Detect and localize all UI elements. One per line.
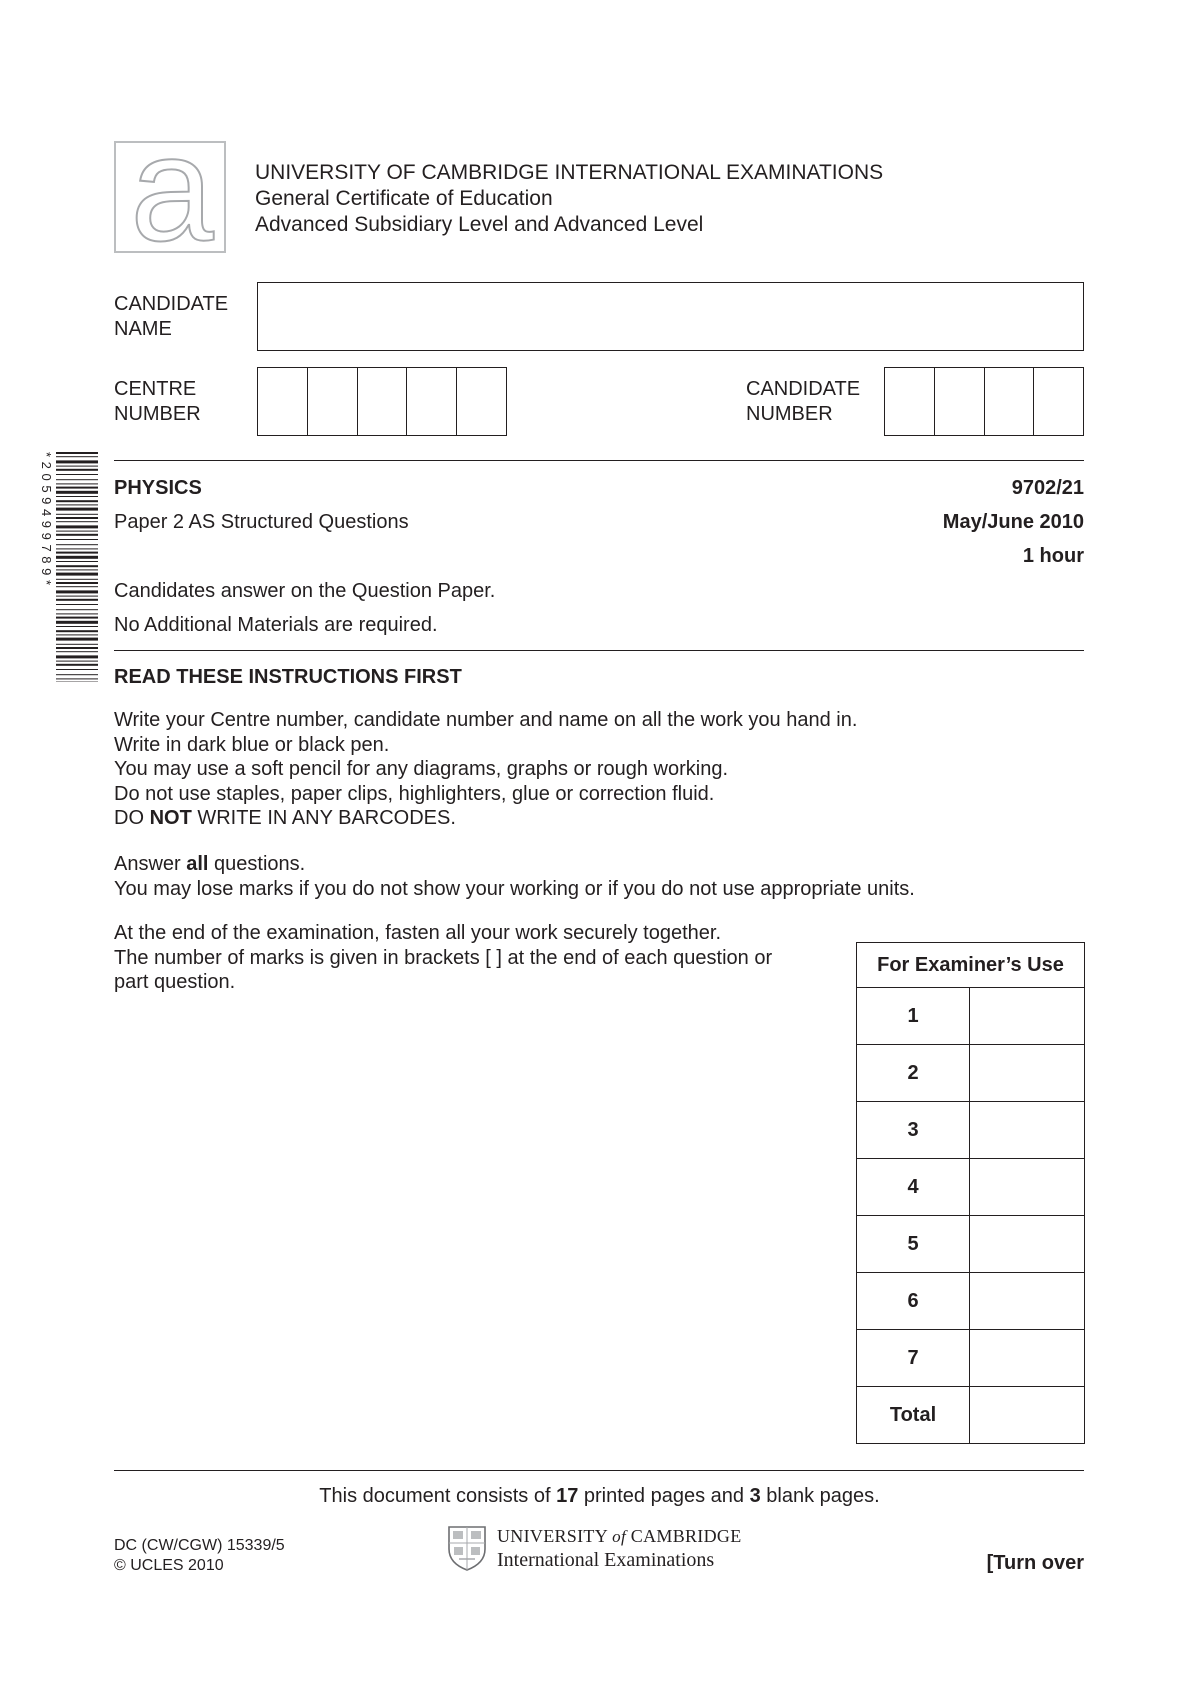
instruction-line: Write your Centre number, candidate number and name on all the work you hand in. — [114, 709, 858, 731]
instruction-text: questions. — [208, 853, 306, 875]
instructions-heading: READ THESE INSTRUCTIONS FIRST — [114, 666, 462, 688]
barcode-bar — [56, 661, 98, 662]
instruction-line — [114, 806, 1014, 831]
header-certificate: General Certificate of Education — [255, 187, 553, 210]
barcode-bar — [56, 496, 98, 497]
barcode-bar — [56, 452, 98, 454]
instruction-line: At the end of the examination, fasten all your work securely together. — [114, 922, 722, 944]
mark-cell[interactable] — [970, 1159, 1085, 1216]
candidate-number-label-line1: CANDIDATE — [746, 378, 861, 400]
table-row — [857, 1273, 1085, 1330]
table-row — [857, 1102, 1085, 1159]
page-count-post: blank pages. — [760, 1485, 880, 1507]
divider-top — [114, 460, 1084, 461]
barcode-bar — [56, 552, 98, 554]
centre-number-label-line1: CENTRE — [114, 378, 197, 400]
instructions-block-1 — [114, 708, 1014, 831]
examiner-use-table — [856, 942, 1085, 1444]
barcode-bar — [56, 456, 98, 457]
barcode-bar — [56, 664, 98, 666]
barcode-bar — [56, 491, 98, 494]
barcode-bar — [56, 599, 98, 601]
barcode-bar — [56, 651, 98, 652]
barcode-bar — [56, 655, 98, 658]
subject: PHYSICS — [114, 477, 202, 499]
copyright: © UCLES 2010 — [114, 1557, 224, 1574]
answer-note: Candidates answer on the Question Paper. — [114, 580, 496, 602]
table-row — [857, 1159, 1085, 1216]
barcode-bar — [56, 548, 98, 549]
barcode-bar — [56, 644, 98, 645]
instruction-line: Do not use staples, paper clips, highlighters, glue or correction fluid. — [114, 782, 715, 805]
wordmark-university: UNIVERSITY — [497, 1526, 608, 1546]
cambridge-wordmark-line2: International Examinations — [497, 1549, 715, 1571]
barcode-bar — [56, 590, 98, 593]
barcode-bar — [56, 479, 98, 480]
printed-pages: 17 — [556, 1485, 579, 1507]
logo — [114, 141, 226, 253]
barcode-bar — [56, 469, 98, 471]
barcode-bar — [56, 539, 98, 540]
table-row — [857, 988, 1085, 1045]
cambridge-wordmark-line1 — [497, 1526, 742, 1547]
instructions-block-3 — [114, 921, 814, 995]
exam-duration: 1 hour — [1022, 545, 1084, 567]
barcode-bar — [56, 521, 98, 522]
paper-title: Paper 2 AS Structured Questions — [114, 511, 409, 533]
barcode-bar — [56, 582, 98, 584]
barcode-bar — [56, 647, 98, 649]
barcode-bar — [56, 500, 98, 502]
materials-note: No Additional Materials are required. — [114, 614, 438, 636]
barcode-bar — [56, 634, 98, 635]
divider-bottom — [114, 1470, 1084, 1471]
page-count-mid: printed pages and — [578, 1485, 750, 1507]
barcode-bar — [56, 514, 98, 515]
barcode-bar — [56, 525, 98, 528]
candidate-name-label-line1: CANDIDATE — [114, 293, 229, 315]
barcode-bar — [56, 466, 98, 467]
instruction-text: Answer — [114, 853, 187, 875]
centre-number-box[interactable] — [457, 368, 506, 435]
total-cell[interactable] — [970, 1387, 1085, 1444]
candidate-number-box[interactable] — [985, 368, 1035, 435]
centre-number-box[interactable] — [407, 368, 457, 435]
candidate-name-label-line2: NAME — [114, 318, 172, 340]
barcode-bar — [56, 579, 98, 580]
instruction-line: The number of marks is given in brackets [ ] at the end of each question or — [114, 946, 773, 969]
centre-number-box[interactable] — [358, 368, 408, 435]
mark-cell[interactable] — [970, 1330, 1085, 1387]
table-row — [857, 1330, 1085, 1387]
barcode-bar — [56, 474, 98, 475]
question-number: 6 — [857, 1273, 970, 1330]
instruction-line: You may use a soft pencil for any diagrams, graphs or rough working. — [114, 758, 729, 780]
page-count-text — [319, 1485, 879, 1507]
table-row — [857, 1387, 1085, 1444]
barcode-bar — [56, 508, 98, 511]
barcode-bar — [56, 617, 98, 619]
document-reference: DC (CW/CGW) 15339/5 — [114, 1537, 285, 1554]
barcode-bar — [56, 534, 98, 536]
footer-ref — [114, 1536, 285, 1576]
barcode-bar — [56, 626, 98, 627]
barcode-bar — [56, 460, 98, 463]
barcode-bar — [56, 517, 98, 519]
barcode-bar — [56, 596, 98, 597]
barcode-bar — [56, 638, 98, 641]
question-number: 7 — [857, 1330, 970, 1387]
question-number: 2 — [857, 1045, 970, 1102]
question-number: 1 — [857, 988, 970, 1045]
barcode-bar — [56, 531, 98, 532]
header-level: Advanced Subsidiary Level and Advanced Level — [255, 213, 704, 236]
candidate-number-label-line2: NUMBER — [746, 403, 833, 425]
mark-cell[interactable] — [970, 1216, 1085, 1273]
instruction-emphasis: all — [186, 853, 209, 875]
question-number: 3 — [857, 1102, 970, 1159]
table-row — [857, 943, 1085, 988]
exam-session: May/June 2010 — [942, 511, 1084, 533]
logo-letter: a — [130, 141, 214, 253]
instruction-text: DO — [114, 807, 150, 829]
candidate-number-box[interactable] — [935, 368, 985, 435]
wordmark-of: of — [612, 1527, 626, 1546]
centre-number-field[interactable] — [257, 367, 507, 436]
mark-cell[interactable] — [970, 1102, 1085, 1159]
barcode-bar — [56, 561, 98, 562]
divider-middle — [114, 650, 1084, 651]
centre-number-label-line2: NUMBER — [114, 403, 201, 425]
instruction-line: Write in dark blue or black pen. — [114, 733, 390, 756]
page-count-pre: This document consists of — [319, 1485, 557, 1507]
instruction-emphasis: NOT — [149, 807, 192, 829]
candidate-name-label — [114, 292, 228, 342]
barcode-bars — [56, 452, 98, 682]
barcode-bar — [56, 483, 98, 484]
instruction-text: WRITE IN ANY BARCODES. — [191, 807, 456, 829]
centre-number-box[interactable] — [258, 368, 308, 435]
barcode-bar — [56, 573, 98, 576]
question-number: 5 — [857, 1216, 970, 1273]
instructions-block-2 — [114, 852, 1074, 901]
barcode-bar — [56, 609, 98, 610]
instruction-line — [114, 852, 1074, 877]
barcode-bar — [56, 544, 98, 545]
blank-pages: 3 — [749, 1485, 761, 1507]
wordmark-cambridge: CAMBRIDGE — [630, 1526, 742, 1546]
barcode-bar — [56, 504, 98, 505]
candidate-number-box[interactable] — [1034, 368, 1083, 435]
examiner-use-heading: For Examiner’s Use — [857, 943, 1085, 988]
turn-over: [Turn over — [986, 1552, 1084, 1574]
candidate-name-field[interactable] — [257, 282, 1084, 351]
barcode-bar — [56, 565, 98, 567]
mark-cell[interactable] — [970, 1273, 1085, 1330]
barcode-bar — [56, 674, 98, 675]
candidate-number-field[interactable] — [884, 367, 1084, 436]
table-row — [857, 1045, 1085, 1102]
table-row — [857, 1216, 1085, 1273]
centre-number-box[interactable] — [308, 368, 358, 435]
barcode-bar — [56, 556, 98, 559]
barcode-text: *2059499789* — [39, 452, 54, 590]
question-number: 4 — [857, 1159, 970, 1216]
barcode-bar — [56, 487, 98, 489]
page-count — [0, 1484, 1191, 1508]
barcode-bar — [56, 569, 98, 570]
mark-cell[interactable] — [970, 1045, 1085, 1102]
candidate-number-box[interactable] — [885, 368, 935, 435]
barcode-bar — [56, 621, 98, 624]
cambridge-crest-icon — [447, 1525, 487, 1571]
barcode-bar — [56, 630, 98, 632]
header-university: UNIVERSITY OF CAMBRIDGE INTERNATIONAL EXAMINATIONS — [255, 161, 884, 184]
barcode-bar — [56, 669, 98, 670]
barcode-bar — [56, 586, 98, 587]
paper-code: 9702/21 — [1011, 477, 1084, 499]
centre-number-label — [114, 377, 201, 427]
candidate-number-label — [746, 377, 860, 427]
mark-cell[interactable] — [970, 988, 1085, 1045]
barcode-bar — [56, 678, 98, 679]
barcode — [34, 452, 98, 682]
barcode-bar — [56, 604, 98, 605]
total-label: Total — [857, 1387, 970, 1444]
instruction-line: You may lose marks if you do not show your working or if you do not use appropriate units. — [114, 877, 915, 900]
instruction-line: part question. — [114, 971, 236, 993]
barcode-bar — [56, 613, 98, 614]
